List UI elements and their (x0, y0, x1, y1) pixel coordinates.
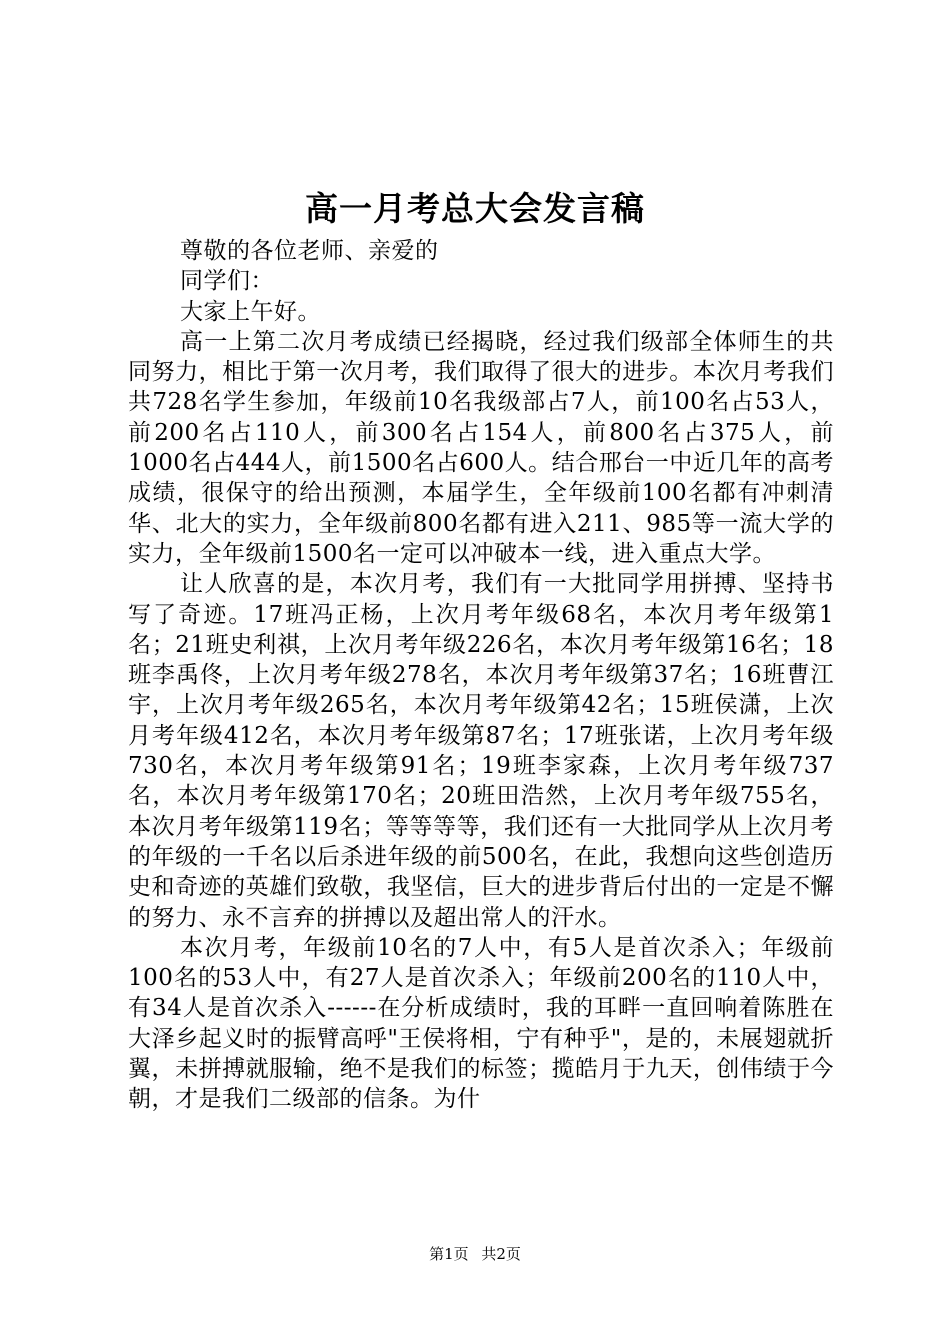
first-entry-paragraph: 本次月考，年级前10名的7人中，有5人是首次杀入；年级前100名的53人中，有27人是首次杀入；年级前200名的110人中，有34人是首次杀入------在分析成绩时，我的耳畔一直回响着陈胜在大泽乡起义时的振臂高呼"王侯将相，宁有种乎"，是的，未展翅就折翼，未拼搏就服输，绝不是我们的标签；揽皓月于九天，创伟绩于今朝，才是我们二级部的信条。为什 (128, 934, 834, 1113)
page-footer (0, 1244, 950, 1264)
page-number: 第1页 (429, 1245, 469, 1263)
document-title: 高一月考总大会发言稿 (305, 189, 645, 228)
document-body (128, 236, 834, 1115)
page-total: 共2页 (481, 1245, 521, 1263)
salutation-line-2: 同学们： (180, 268, 274, 295)
results-paragraph: 高一上第二次月考成绩已经揭晓，经过我们级部全体师生的共同努力，相比于第一次月考，我们取得了很大的进步。本次月考我们共728名学生参加，年级前10名我级部占7人，前100名占53人，前200名占110人，前300名占154人，前800名占375人，前1000名占444人，前1500名占600人。结合邢台一中近几年的高考成绩，很保守的给出预测，本届学生，全年级前100名都有冲刺清华、北大的实力，全年级前800名都有进入211、985等一流大学的实力，全年级前1500名一定可以冲破本一线，进入重点大学。 (128, 328, 834, 567)
progress-students-paragraph: 让人欣喜的是，本次月考，我们有一大批同学用拼搏、坚持书写了奇迹。17班冯正杨，上次月考年级68名，本次月考年级第1名；21班史利祺，上次月考年级226名，本次月考年级第16名；18班李禹佟，上次月考年级278名，本次月考年级第37名；16班曹江宇，上次月考年级265名，本次月考年级第42名；15班侯潇，上次月考年级412名，本次月考年级第87名；17班张诺，上次月考年级730名，本次月考年级第91名；19班李家森，上次月考年级737名，本次月考年级第170名；20班田浩然，上次月考年级755名，本次月考年级第119名；等等等等，我们还有一大批同学从上次月考的年级的一千名以后杀进年级的前500名，在此，我想向这些创造历史和奇迹的英雄们致敬，我坚信，巨大的进步背后付出的一定是不懈的努力、永不言弃的拼搏以及超出常人的汗水。 (128, 571, 834, 931)
greeting-paragraph: 大家上午好。 (180, 298, 321, 325)
salutation-line-1: 尊敬的各位老师、亲爱的 (180, 238, 439, 264)
